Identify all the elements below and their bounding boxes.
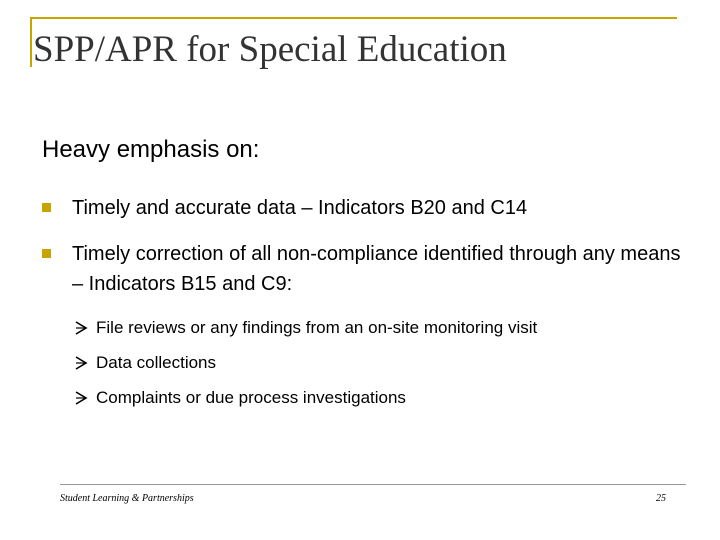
arrow-bullet-icon	[74, 391, 88, 405]
slide-title: SPP/APR for Special Education	[33, 29, 507, 70]
footer-rule	[60, 484, 686, 485]
bullet-item: Timely correction of all non-compliance identified through any means – Indicators B15 and C9:	[72, 243, 681, 295]
bullet-square-icon	[42, 249, 51, 258]
frame-top-rule	[30, 17, 677, 19]
bullet-item: Timely and accurate data – Indicators B20 and C14	[72, 197, 528, 219]
page-number: 25	[656, 493, 666, 504]
sub-bullet-item: Complaints or due process investigations	[96, 388, 406, 407]
footer-org-name: Student Learning & Partnerships	[60, 493, 194, 504]
frame-left-rule	[30, 17, 32, 67]
arrow-bullet-icon	[74, 321, 88, 335]
arrow-bullet-icon	[74, 356, 88, 370]
sub-bullet-item: Data collections	[96, 353, 217, 372]
sub-bullet-item: File reviews or any findings from an on-site monitoring visit	[96, 318, 538, 337]
bullet-square-icon	[42, 203, 51, 212]
intro-text: Heavy emphasis on:	[42, 136, 260, 163]
